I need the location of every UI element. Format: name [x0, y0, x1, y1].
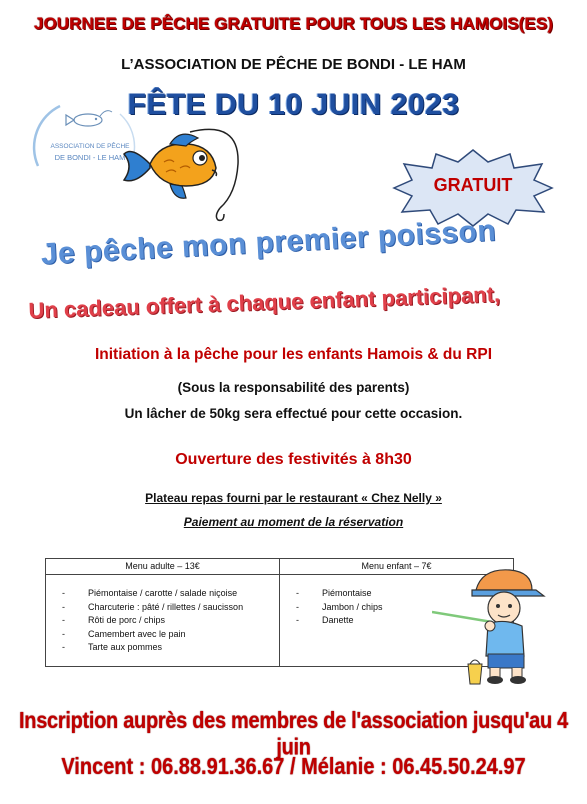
registration-info: Inscription auprès des membres de l'association jusqu'au 4 juin — [19, 708, 568, 761]
logo-line-2: DE BONDI - LE HAM — [54, 153, 126, 162]
menu-item: - Charcuterie : pâté / rillettes / saucisson — [62, 601, 279, 615]
menu-item: - Danette — [296, 614, 513, 628]
adult-menu — [46, 559, 279, 666]
opening-time: Ouverture des festivités à 8h30 — [175, 451, 412, 468]
payment-note: Paiement au moment de la réservation — [183, 515, 404, 529]
gift-announcement: Un cadeau offert à chaque enfant participant, — [28, 281, 501, 323]
meal-info: Plateau repas fourni par le restaurant « Chez Nelly » — [145, 491, 442, 505]
adult-menu-list — [46, 575, 279, 655]
slogan: Je pêche mon premier poisson — [40, 214, 497, 271]
menu-item: - Rôti de porc / chips — [62, 614, 279, 628]
logo-fish-icon — [66, 111, 112, 126]
adult-menu-header: Menu adulte – 13€ — [46, 559, 279, 575]
free-badge-label: GRATUIT — [433, 175, 513, 195]
menu-item: - Piémontaise — [296, 587, 513, 601]
logo-line-1: ASSOCIATION DE PÊCHE — [50, 143, 130, 150]
menu-item: - Piémontaise / carotte / salade niçoise — [62, 587, 279, 601]
association-name: L’ASSOCIATION DE PÊCHE DE BONDI - LE HAM — [121, 56, 466, 73]
fish-icon — [120, 124, 260, 224]
menu-item: - Jambon / chips — [296, 601, 513, 615]
event-date-heading: FÊTE DU 10 JUIN 2023 — [127, 88, 460, 121]
contact-numbers: Vincent : 06.88.91.36.67 / Mélanie : 06.45.50.24.97 — [61, 754, 526, 780]
child-menu-header: Menu enfant – 7€ — [280, 559, 513, 575]
child-fishing-icon — [432, 560, 562, 690]
menu-item: - Tarte aux pommes — [62, 641, 279, 655]
initiation-text: Initiation à la pêche pour les enfants Hamois & du RPI — [94, 346, 493, 363]
release-info: Un lâcher de 50kg sera effectué pour cette occasion. — [124, 406, 463, 421]
flyer-title: JOURNEE DE PÊCHE GRATUITE POUR TOUS LES HAMOIS(ES) — [33, 14, 554, 33]
responsibility-note: (Sous la responsabilité des parents) — [177, 380, 410, 395]
menu-item: - Camembert avec le pain — [62, 628, 279, 642]
